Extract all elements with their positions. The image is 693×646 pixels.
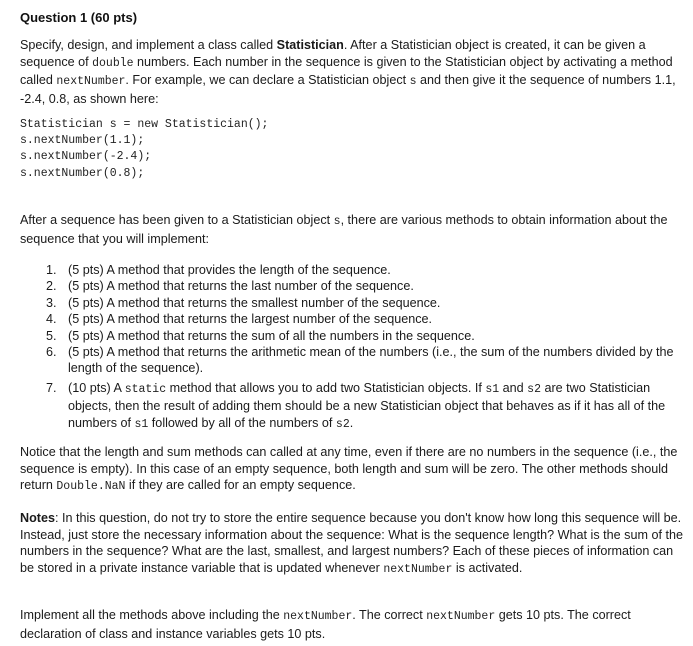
notes-label: Notes bbox=[20, 511, 55, 525]
list-number: 5. bbox=[46, 328, 57, 343]
inline-code: nextNumber bbox=[383, 562, 453, 576]
intro-text: . For example, we can declare a Statistician object bbox=[125, 73, 410, 87]
after-text: After a sequence has been given to a Statistician object bbox=[20, 213, 334, 227]
inline-code: double bbox=[92, 56, 134, 70]
inline-code: s2 bbox=[335, 417, 350, 431]
after-paragraph bbox=[20, 212, 684, 247]
code-block bbox=[20, 117, 268, 182]
after-text: , there are various methods to obtain information about the sequence that you will implement: bbox=[20, 213, 668, 246]
list-text: (5 pts) A method that returns the last number of the sequence. bbox=[68, 279, 414, 294]
intro-text: . After a Statistician object is created, it can be given a sequence of bbox=[20, 38, 646, 69]
list-text: (5 pts) A method that returns the smallest number of the sequence. bbox=[68, 295, 441, 310]
inline-code: s2 bbox=[527, 382, 541, 396]
list-text: (5 pts) A method that returns the arithmetic mean of the numbers (i.e., the sum of the numbers divided by the length of the sequence). bbox=[68, 345, 674, 376]
class-name: Statistician bbox=[276, 38, 344, 52]
list-text: and bbox=[499, 380, 528, 395]
intro-text: and then give it the sequence of numbers 1.1, -2.4, 0.8, as shown here: bbox=[20, 73, 676, 106]
notes-paragraph bbox=[20, 510, 684, 578]
list-item bbox=[20, 344, 684, 377]
inline-code: s bbox=[333, 215, 341, 228]
notice-paragraph bbox=[20, 444, 684, 496]
implement-text: . The correct bbox=[352, 608, 427, 622]
notes-text: : In this question, do not try to store the entire sequence because you don't know how long this sequence will be. Instead, just store the necessary information about the sequence: What is the sequence length? What is the sum of the numbers in the sequence? What are the last, smallest, and largest numbers? Each of these pieces of information can be stored in a private instance variable that is updated whenever bbox=[20, 511, 683, 575]
code-line: s.nextNumber(-2.4); bbox=[20, 150, 152, 164]
implement-text: Implement all the methods above including the bbox=[20, 608, 284, 622]
inline-code: static bbox=[124, 382, 167, 396]
list-item bbox=[20, 328, 684, 344]
list-item bbox=[20, 295, 684, 311]
list-text: followed by all of the numbers of bbox=[148, 415, 336, 430]
question-title: Question 1 (60 pts) bbox=[20, 10, 138, 25]
list-text: (10 pts) A bbox=[68, 380, 125, 395]
notice-text: Notice that the length and sum methods can called at any time, even if there are no numbers in the sequence (i.e., the sequence is empty). In this case of an empty sequence, both length and sum will be zero. The other methods should return bbox=[20, 445, 678, 492]
intro-text: Specify, design, and implement a class called bbox=[20, 38, 277, 52]
implement-text: gets 10 pts. The correct declaration of class and instance variables gets 10 pts. bbox=[20, 608, 631, 641]
code-line: s.nextNumber(1.1); bbox=[20, 134, 145, 148]
list-number: 2. bbox=[46, 279, 57, 294]
list-text: (5 pts) A method that provides the length of the sequence. bbox=[68, 263, 391, 277]
list-text: method that allows you to add two Statistician objects. If bbox=[166, 380, 486, 395]
list-number: 1. bbox=[46, 263, 57, 277]
list-item bbox=[20, 262, 684, 278]
code-line: s.nextNumber(0.8); bbox=[20, 166, 145, 180]
intro-paragraph bbox=[20, 37, 684, 107]
list-text: (5 pts) A method that returns the sum of all the numbers in the sequence. bbox=[68, 328, 475, 343]
code-line: Statistician s = new Statistician(); bbox=[20, 118, 269, 131]
list-number: 4. bbox=[46, 312, 57, 327]
inline-code: Double.NaN bbox=[56, 480, 126, 493]
methods-list bbox=[20, 262, 684, 433]
inline-code: s1 bbox=[134, 417, 149, 431]
inline-code: nextNumber bbox=[283, 610, 353, 623]
inline-code: nextNumber bbox=[56, 75, 126, 88]
list-text: (5 pts) A method that returns the largest number of the sequence. bbox=[68, 312, 433, 327]
list-text: are two Statistician objects, then the result of adding them should be a new Statistician object that behaves as if it has all of the numbers of bbox=[68, 380, 666, 430]
list-item bbox=[20, 311, 684, 327]
inline-code: nextNumber bbox=[426, 610, 496, 623]
implement-paragraph bbox=[20, 607, 684, 642]
inline-code: s1 bbox=[485, 382, 500, 396]
list-text: . bbox=[349, 415, 354, 430]
list-number: 6. bbox=[46, 345, 57, 360]
list-item bbox=[20, 278, 684, 294]
notes-text: is activated. bbox=[452, 560, 523, 575]
list-number: 7. bbox=[46, 380, 57, 395]
list-number: 3. bbox=[46, 295, 57, 310]
list-item bbox=[20, 380, 684, 433]
notice-text: if they are called for an empty sequence. bbox=[125, 478, 356, 492]
inline-code: s bbox=[409, 75, 417, 88]
intro-text: numbers. Each number in the sequence is given to the Statistician object by activating a method called bbox=[20, 54, 673, 87]
